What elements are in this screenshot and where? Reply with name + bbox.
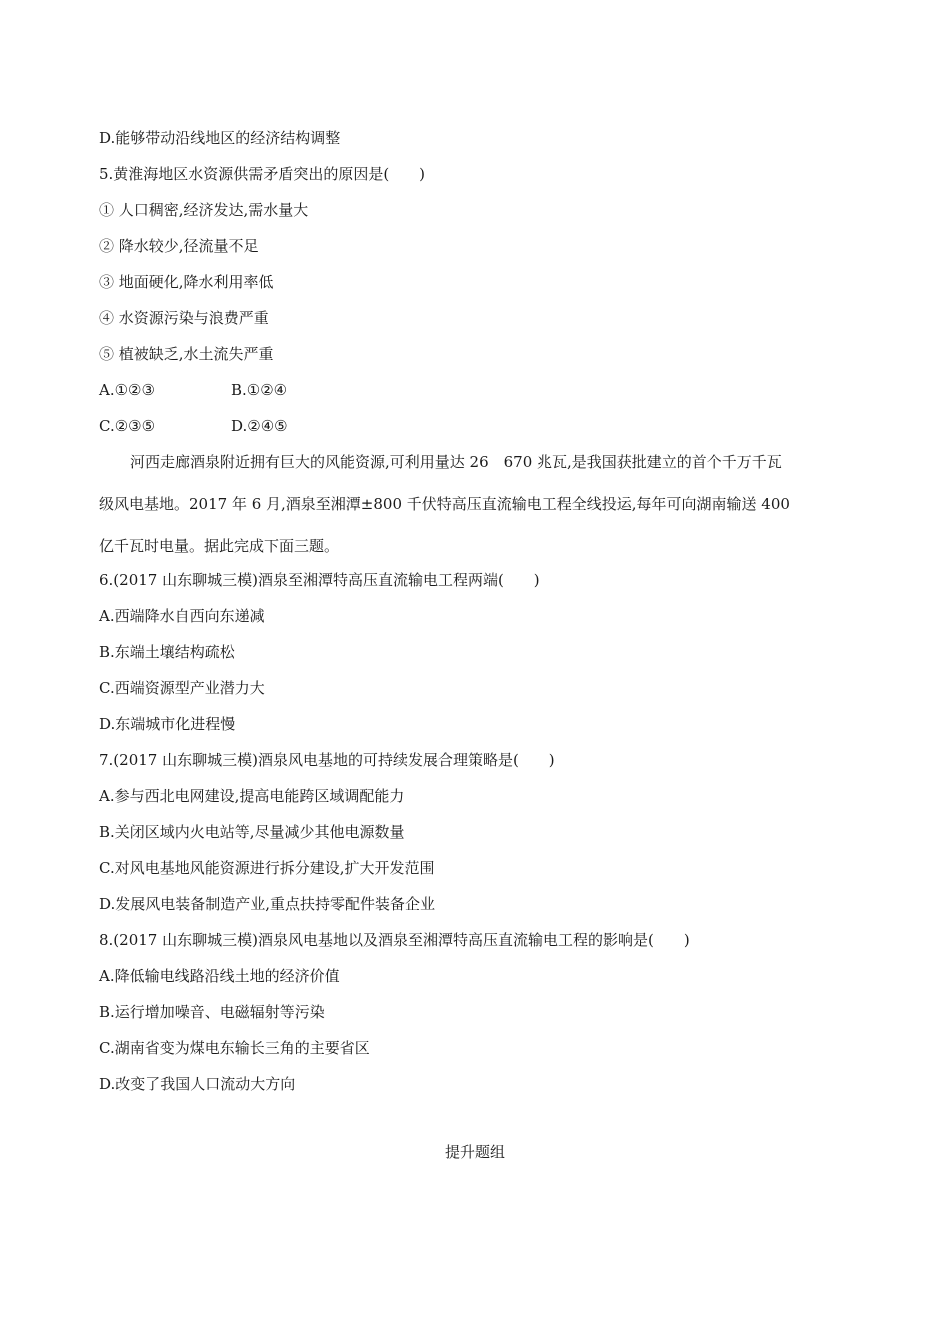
q5-option-c: C.②③⑤ [99, 417, 156, 435]
q7-option-d: D.发展风电装备制造产业,重点扶持零配件装备企业 [99, 895, 436, 913]
q8-option-c: C.湖南省变为煤电东输长三角的主要省区 [99, 1039, 370, 1057]
passage-line-3: 亿千瓦时电量。据此完成下面三题。 [99, 537, 340, 555]
passage-line-1: 河西走廊酒泉附近拥有巨大的风能资源,可利用量达 26 670 兆瓦,是我国获批建立的首个千万千瓦 [130, 453, 782, 471]
q6-stem: 6.(2017 山东聊城三模)酒泉至湘潭特高压直流输电工程两端( ) [99, 571, 540, 589]
section-title: 提升题组 [444, 1143, 505, 1161]
q6-option-c: C.西端资源型产业潜力大 [99, 679, 265, 697]
q8-option-b: B.运行增加噪音、电磁辐射等污染 [99, 1003, 325, 1021]
q8-stem: 8.(2017 山东聊城三模)酒泉风电基地以及酒泉至湘潭特高压直流输电工程的影响是( ) [99, 931, 690, 949]
q4-option-d: D.能够带动沿线地区的经济结构调整 [99, 129, 341, 147]
q8-option-d: D.改变了我国人口流动大方向 [99, 1075, 296, 1093]
q8-option-a: A.降低输电线路沿线土地的经济价值 [99, 967, 340, 985]
passage-line-2: 级风电基地。2017 年 6 月,酒泉至湘潭±800 千伏特高压直流输电工程全线投运,每年可向湖南输送 400 [99, 495, 790, 513]
q6-option-a: A.西端降水自西向东递减 [99, 607, 265, 625]
q5-option-a: A.①②③ [99, 381, 155, 399]
q5-item-1: ① 人口稠密,经济发达,需水量大 [99, 201, 309, 219]
q5-options-row-2 [99, 416, 288, 436]
q6-option-b: B.东端土壤结构疏松 [99, 643, 235, 661]
q5-item-5: ⑤ 植被缺乏,水土流失严重 [99, 345, 274, 363]
q7-option-c: C.对风电基地风能资源进行拆分建设,扩大开发范围 [99, 859, 435, 877]
q5-item-4: ④ 水资源污染与浪费严重 [99, 309, 269, 327]
q5-options-row-1 [99, 380, 287, 400]
q6-option-d: D.东端城市化进程慢 [99, 715, 236, 733]
q5-item-3: ③ 地面硬化,降水利用率低 [99, 273, 274, 291]
q5-item-2: ② 降水较少,径流量不足 [99, 237, 259, 255]
q7-option-a: A.参与西北电网建设,提高电能跨区域调配能力 [99, 787, 405, 805]
q7-stem: 7.(2017 山东聊城三模)酒泉风电基地的可持续发展合理策略是( ) [99, 751, 555, 769]
q5-option-b: B.①②④ [231, 381, 288, 399]
q5-stem: 5.黄淮海地区水资源供需矛盾突出的原因是( ) [99, 165, 426, 183]
q5-option-d: D.②④⑤ [231, 417, 288, 435]
q7-option-b: B.关闭区域内火电站等,尽量减少其他电源数量 [99, 823, 405, 841]
